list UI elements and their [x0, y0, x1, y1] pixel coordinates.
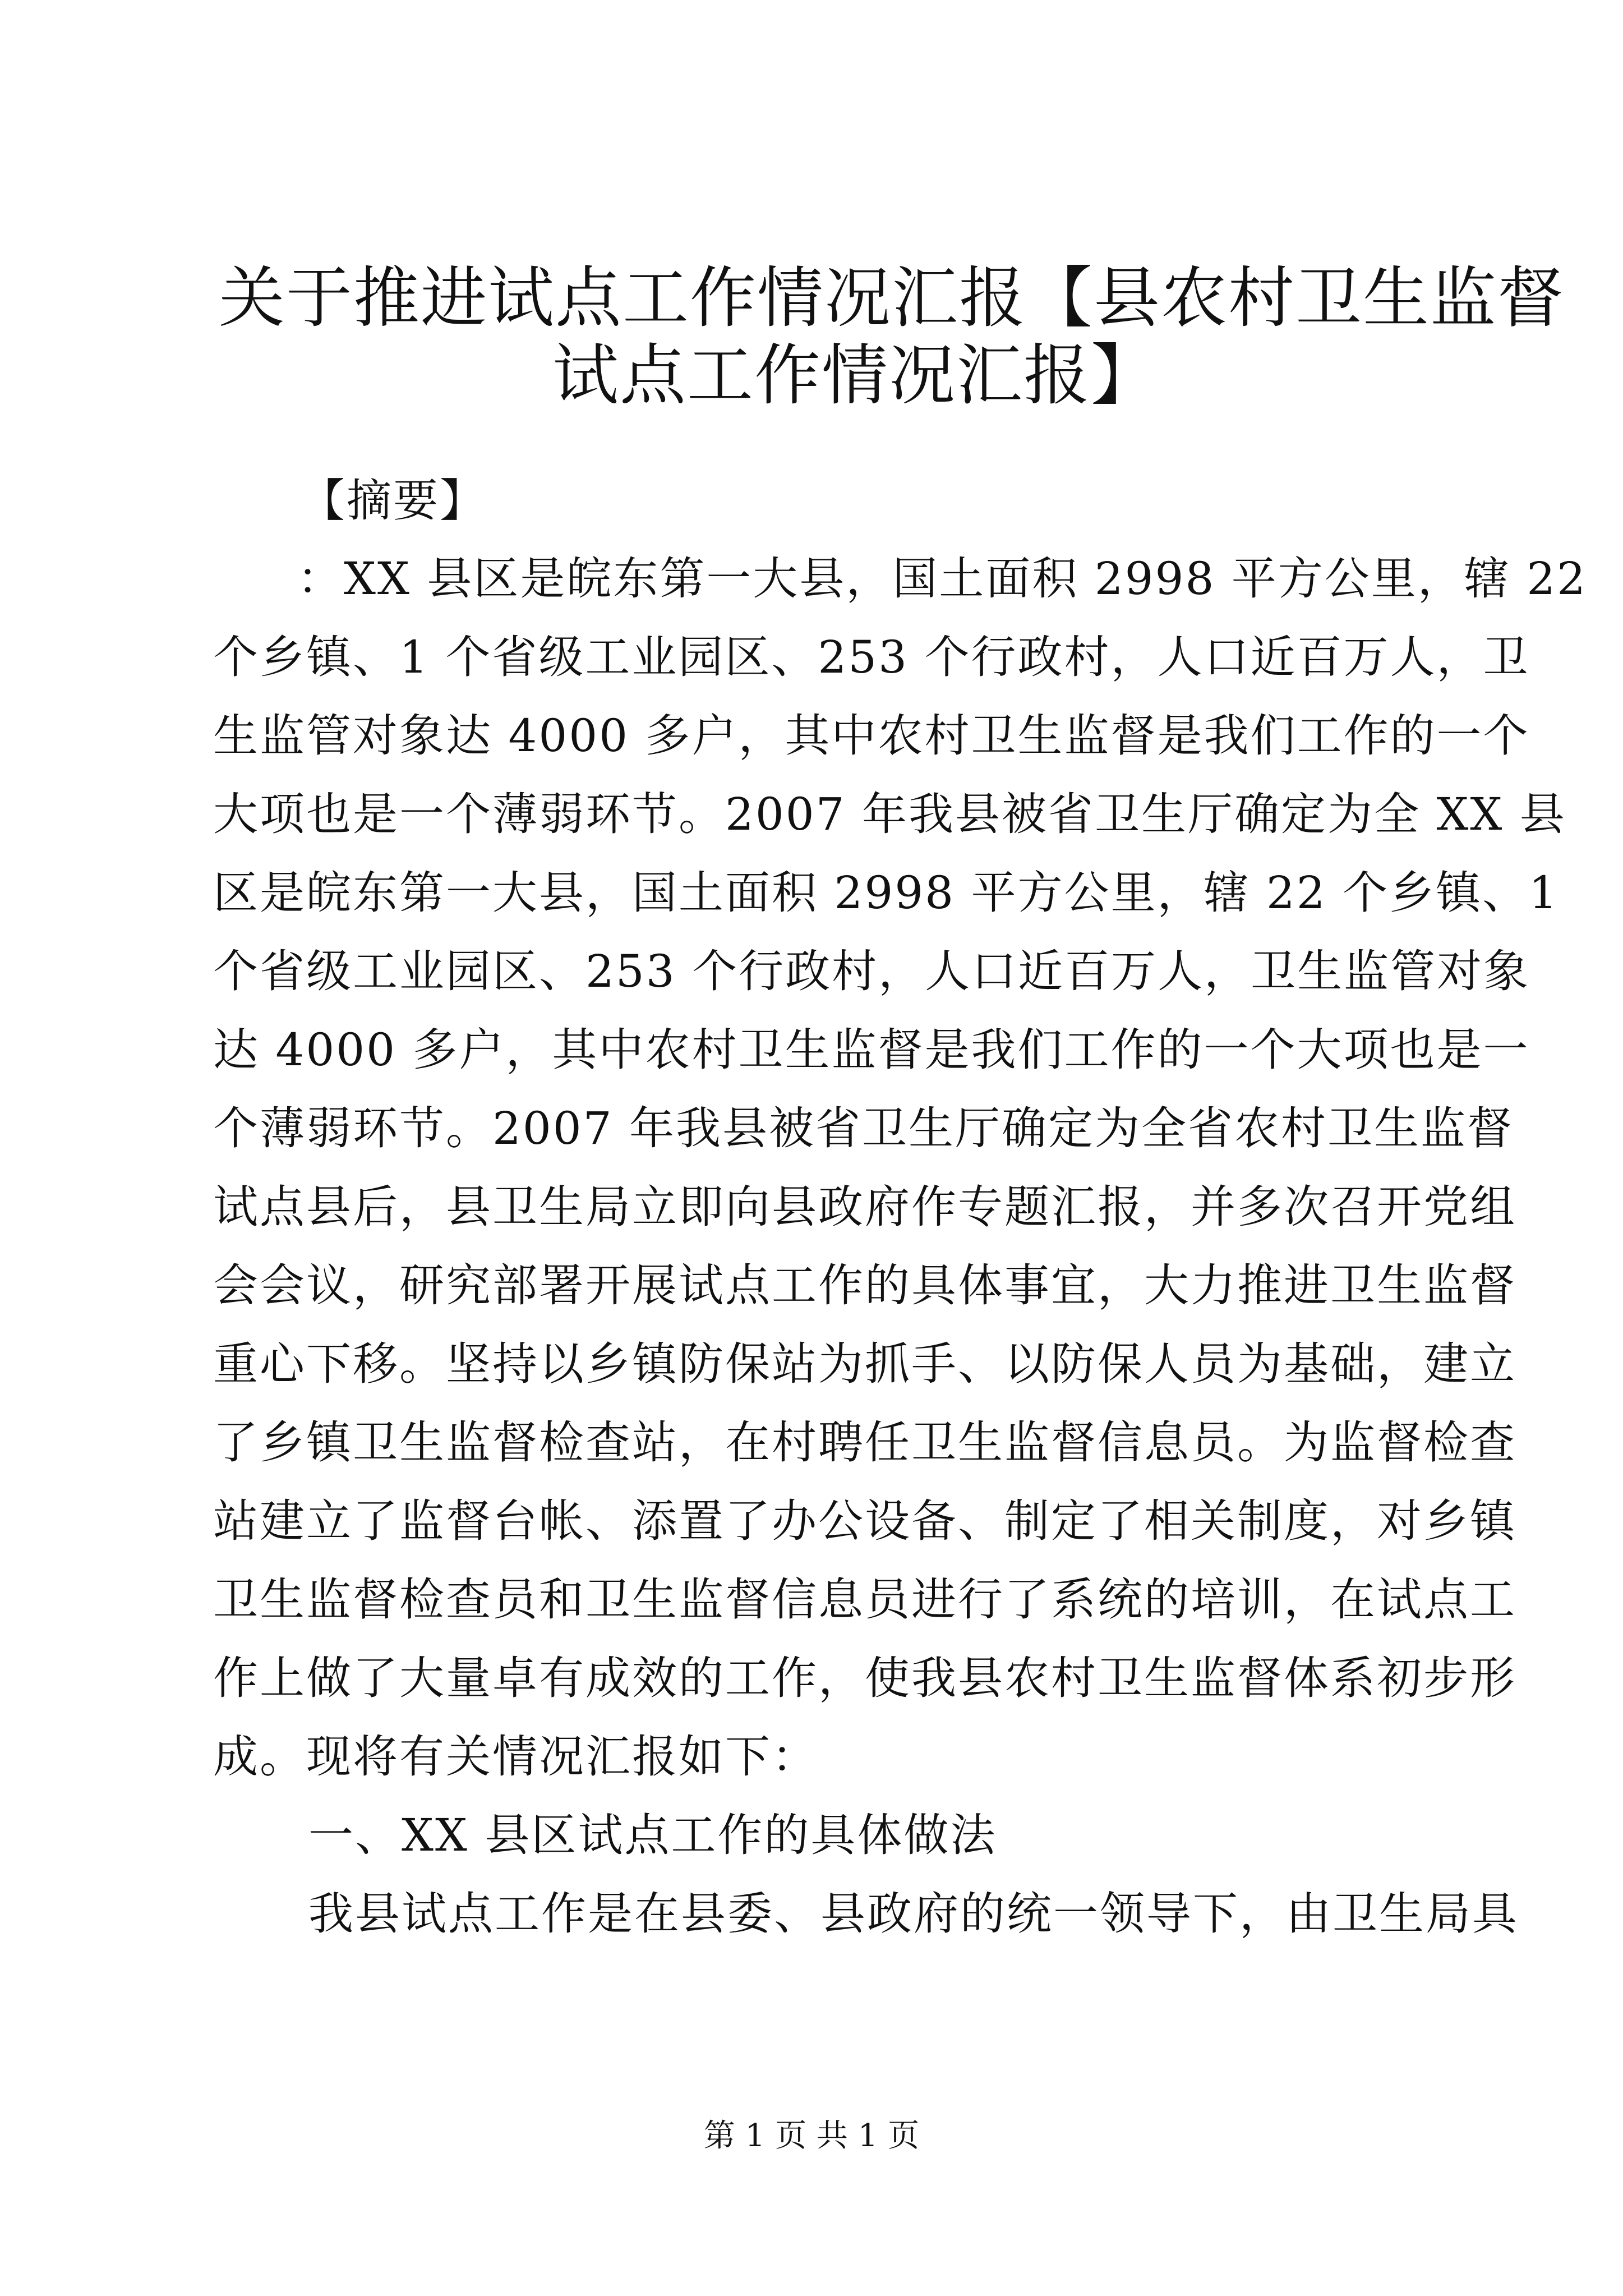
paragraph-line: 我县试点工作是在县委、县政府的统一领导下，由卫生局具	[308, 1888, 1519, 1940]
paragraph-line: 了乡镇卫生监督检查站，在村聘任卫生监督信息员。为监督检查	[213, 1416, 1516, 1469]
document-title-line-1: 关于推进试点工作情况汇报【县农村卫生监督	[219, 259, 1565, 337]
section-heading: 一、XX 县区试点工作的具体做法	[308, 1809, 997, 1861]
abstract-label: 【摘要】	[300, 475, 486, 527]
paragraph-line: 个省级工业园区、253 个行政村，人口近百万人，卫生监管对象	[213, 945, 1530, 997]
paragraph-line: 生监管对象达 4000 多户，其中农村卫生监督是我们工作的一个	[213, 710, 1530, 762]
paragraph-line: 作上做了大量卓有成效的工作，使我县农村卫生监督体系初步形	[213, 1652, 1516, 1704]
paragraph-line: 重心下移。坚持以乡镇防保站为抓手、以防保人员为基础，建立	[213, 1338, 1516, 1390]
paragraph-line: 个薄弱环节。2007 年我县被省卫生厅确定为全省农村卫生监督	[213, 1102, 1514, 1154]
paragraph-line: 成。现将有关情况汇报如下：	[213, 1731, 818, 1783]
paragraph-line: 卫生监督检查员和卫生监督信息员进行了系统的培训，在试点工	[213, 1573, 1516, 1626]
paragraph-line: 试点县后，县卫生局立即向县政府作专题汇报，并多次召开党组	[213, 1181, 1516, 1233]
paragraph-line: 会会议，研究部署开展试点工作的具体事宜，大力推进卫生监督	[213, 1259, 1516, 1312]
page-number-footer: 第 1 页 共 1 页	[703, 2118, 920, 2154]
paragraph-line: 站建立了监督台帐、添置了办公设备、制定了相关制度，对乡镇	[213, 1495, 1516, 1547]
paragraph-line: ：XX 县区是皖东第一大县，国土面积 2998 平方公里，辖 22	[297, 553, 1588, 605]
paragraph-line: 达 4000 多户，其中农村卫生监督是我们工作的一个大项也是一	[213, 1024, 1530, 1076]
document-title-line-2: 试点工作情况汇报】	[552, 337, 1159, 414]
paragraph-line: 大项也是一个薄弱环节。2007 年我县被省卫生厅确定为全 XX 县	[213, 788, 1566, 840]
paragraph-line: 区是皖东第一大县，国土面积 2998 平方公里，辖 22 个乡镇、1	[213, 867, 1560, 919]
paragraph-line: 个乡镇、1 个省级工业园区、253 个行政村，人口近百万人，卫	[213, 631, 1530, 683]
